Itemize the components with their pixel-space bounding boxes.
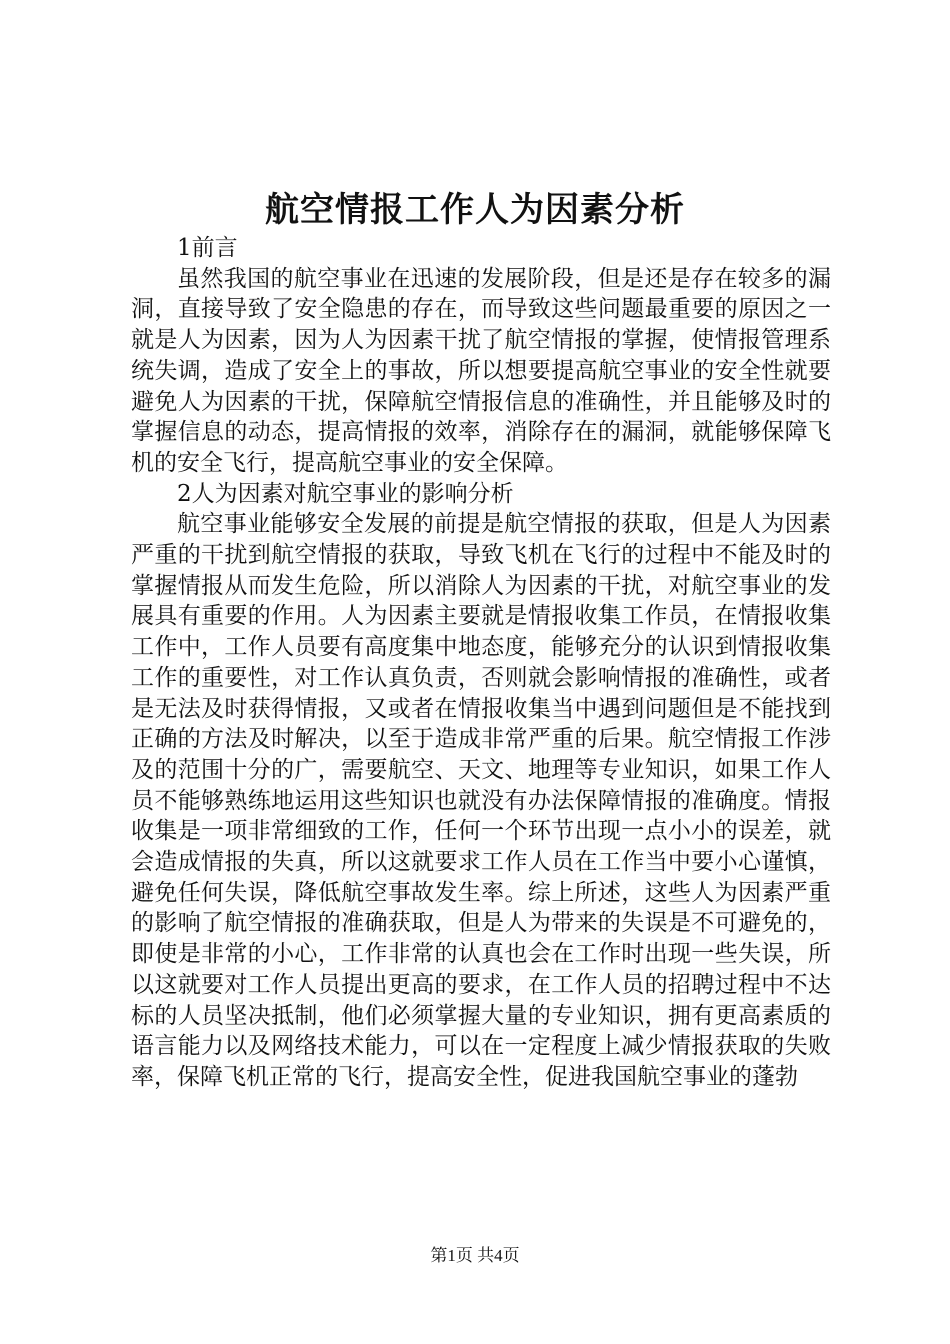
page-number-footer: 第1页 共4页 <box>430 1246 520 1265</box>
document-body <box>131 233 831 1093</box>
section-heading-intro: 1前言 <box>177 235 238 261</box>
section-paragraph-intro: 虽然我国的航空事业在迅速的发展阶段，但是还是存在较多的漏洞，直接导致了安全隐患的存在，而导致这些问题最重要的原因之一就是人为因素，因为人为因素干扰了航空情报的掌握，使情报管理系统失调，造成了安全上的事故，所以想要提高航空事业的安全性就要避免人为因素的干扰，保障航空情报信息的准确性，并且能够及时的掌握信息的动态，提高情报的效率，消除存在的漏洞，就能够保障飞机的安全飞行，提高航空事业的安全保障。 <box>131 265 831 476</box>
document-title: 航空情报工作人为因素分析 <box>265 190 685 230</box>
section-paragraph-analysis: 航空事业能够安全发展的前提是航空情报的获取，但是人为因素严重的干扰到航空情报的获取，导致飞机在飞行的过程中不能及时的掌握情报从而发生危险，所以消除人为因素的干扰，对航空事业的发展具有重要的作用。人为因素主要就是情报收集工作员，在情报收集工作中，工作人员要有高度集中地态度，能够充分的认识到情报收集工作的重要性，对工作认真负责，否则就会影响情报的准确性，或者是无法及时获得情报，又或者在情报收集当中遇到问题但是不能找到正确的方法及时解决，以至于造成非常严重的后果。航空情报工作涉及的范围十分的广，需要航空、天文、地理等专业知识，如果工作人员不能够熟练地运用这些知识也就没有办法保障情报的准确度。情报收集是一项非常细致的工作，任何一个环节出现一点小小的误差，就会造成情报的失真，所以这就要求工作人员在工作当中要小心谨慎，避免任何失误，降低航空事故发生率。综上所述，这些人为因素严重的影响了航空情报的准确获取，但是人为带来的失误是不可避免的，即使是非常的小心，工作非常的认真也会在工作时出现一些失误，所以这就要对工作人员提出更高的要求，在工作人员的招聘过程中不达标的人员坚决抵制，他们必须掌握大量的专业知识，拥有更高素质的语言能力以及网络技术能力，可以在一定程度上减少情报获取的失败率，保障飞机正常的飞行，提高安全性，促进我国航空事业的蓬勃 <box>131 511 831 1090</box>
section-heading-analysis: 2人为因素对航空事业的影响分析 <box>177 480 514 507</box>
